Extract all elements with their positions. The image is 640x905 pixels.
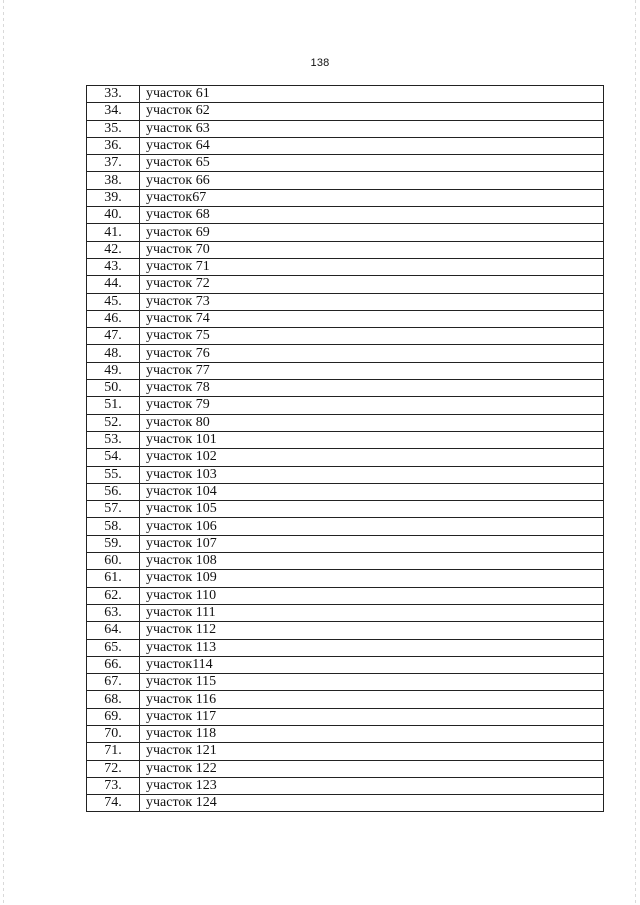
plot-name-cell: участок 105 <box>140 501 604 518</box>
plot-name-cell: участок 103 <box>140 466 604 483</box>
table-row <box>87 622 604 639</box>
plot-name-cell: участок 70 <box>140 241 604 258</box>
row-number-cell: 54. <box>87 449 140 466</box>
table-row <box>87 189 604 206</box>
table-row <box>87 120 604 137</box>
plot-name-cell: участок67 <box>140 189 604 206</box>
plot-name-cell: участок 104 <box>140 483 604 500</box>
table-row <box>87 328 604 345</box>
table-row <box>87 795 604 812</box>
plot-name-cell: участок 75 <box>140 328 604 345</box>
row-number-cell: 57. <box>87 501 140 518</box>
row-number-cell: 65. <box>87 639 140 656</box>
plot-name-cell: участок 113 <box>140 639 604 656</box>
row-number-cell: 60. <box>87 553 140 570</box>
row-number-cell: 48. <box>87 345 140 362</box>
plot-name-cell: участок 106 <box>140 518 604 535</box>
row-number-cell: 62. <box>87 587 140 604</box>
plot-name-cell: участок 65 <box>140 155 604 172</box>
row-number-cell: 71. <box>87 743 140 760</box>
row-number-cell: 49. <box>87 362 140 379</box>
row-number-cell: 64. <box>87 622 140 639</box>
plot-name-cell: участок 76 <box>140 345 604 362</box>
plot-name-cell: участок114 <box>140 656 604 673</box>
row-number-cell: 36. <box>87 137 140 154</box>
table-row <box>87 137 604 154</box>
table-row <box>87 501 604 518</box>
table-row <box>87 656 604 673</box>
table-row <box>87 207 604 224</box>
row-number-cell: 68. <box>87 691 140 708</box>
scan-edge-left <box>3 0 4 905</box>
plot-name-cell: участок 78 <box>140 380 604 397</box>
plot-name-cell: участок 74 <box>140 310 604 327</box>
row-number-cell: 67. <box>87 674 140 691</box>
plot-name-cell: участок 62 <box>140 103 604 120</box>
row-number-cell: 51. <box>87 397 140 414</box>
row-number-cell: 46. <box>87 310 140 327</box>
plot-name-cell: участок 77 <box>140 362 604 379</box>
plot-name-cell: участок 116 <box>140 691 604 708</box>
table-row <box>87 483 604 500</box>
row-number-cell: 59. <box>87 535 140 552</box>
row-number-cell: 35. <box>87 120 140 137</box>
table-row <box>87 380 604 397</box>
table-row <box>87 103 604 120</box>
row-number-cell: 58. <box>87 518 140 535</box>
row-number-cell: 47. <box>87 328 140 345</box>
table-row <box>87 258 604 275</box>
plot-name-cell: участок 108 <box>140 553 604 570</box>
table-row <box>87 708 604 725</box>
table-row <box>87 691 604 708</box>
plot-name-cell: участок 102 <box>140 449 604 466</box>
table-row <box>87 362 604 379</box>
plot-name-cell: участок 66 <box>140 172 604 189</box>
table-row <box>87 777 604 794</box>
row-number-cell: 50. <box>87 380 140 397</box>
table-row <box>87 518 604 535</box>
plot-name-cell: участок 68 <box>140 207 604 224</box>
table-row <box>87 725 604 742</box>
plot-name-cell: участок 63 <box>140 120 604 137</box>
table-row <box>87 639 604 656</box>
plot-name-cell: участок 107 <box>140 535 604 552</box>
table-row <box>87 604 604 621</box>
row-number-cell: 70. <box>87 725 140 742</box>
table-row <box>87 345 604 362</box>
plot-name-cell: участок 69 <box>140 224 604 241</box>
plot-name-cell: участок 121 <box>140 743 604 760</box>
plot-name-cell: участок 61 <box>140 86 604 103</box>
row-number-cell: 38. <box>87 172 140 189</box>
plot-name-cell: участок 73 <box>140 293 604 310</box>
row-number-cell: 61. <box>87 570 140 587</box>
scan-edge-right <box>635 0 636 905</box>
table-row <box>87 570 604 587</box>
plot-name-cell: участок 124 <box>140 795 604 812</box>
table-row <box>87 760 604 777</box>
plot-name-cell: участок 115 <box>140 674 604 691</box>
row-number-cell: 33. <box>87 86 140 103</box>
table-row <box>87 535 604 552</box>
table-row <box>87 293 604 310</box>
table-row <box>87 310 604 327</box>
plot-name-cell: участок 71 <box>140 258 604 275</box>
plot-name-cell: участок 123 <box>140 777 604 794</box>
table-row <box>87 224 604 241</box>
row-number-cell: 66. <box>87 656 140 673</box>
table-row <box>87 397 604 414</box>
row-number-cell: 56. <box>87 483 140 500</box>
plot-name-cell: участок 72 <box>140 276 604 293</box>
row-number-cell: 39. <box>87 189 140 206</box>
plot-name-cell: участок 118 <box>140 725 604 742</box>
plot-name-cell: участок 122 <box>140 760 604 777</box>
plot-name-cell: участок 101 <box>140 431 604 448</box>
row-number-cell: 34. <box>87 103 140 120</box>
plot-name-cell: участок 64 <box>140 137 604 154</box>
table-row <box>87 674 604 691</box>
row-number-cell: 72. <box>87 760 140 777</box>
row-number-cell: 63. <box>87 604 140 621</box>
plot-name-cell: участок 79 <box>140 397 604 414</box>
table-row <box>87 587 604 604</box>
table-row <box>87 86 604 103</box>
plot-name-cell: участок 109 <box>140 570 604 587</box>
table-row <box>87 414 604 431</box>
table-row <box>87 431 604 448</box>
plot-name-cell: участок 111 <box>140 604 604 621</box>
row-number-cell: 40. <box>87 207 140 224</box>
plot-name-cell: участок 110 <box>140 587 604 604</box>
row-number-cell: 52. <box>87 414 140 431</box>
row-number-cell: 53. <box>87 431 140 448</box>
table-row <box>87 553 604 570</box>
row-number-cell: 55. <box>87 466 140 483</box>
row-number-cell: 41. <box>87 224 140 241</box>
row-number-cell: 42. <box>87 241 140 258</box>
row-number-cell: 69. <box>87 708 140 725</box>
row-number-cell: 43. <box>87 258 140 275</box>
row-number-cell: 73. <box>87 777 140 794</box>
plot-name-cell: участок 112 <box>140 622 604 639</box>
table-row <box>87 276 604 293</box>
table-row <box>87 172 604 189</box>
table-row <box>87 449 604 466</box>
row-number-cell: 37. <box>87 155 140 172</box>
page-number: 138 <box>310 57 330 69</box>
table-row <box>87 155 604 172</box>
table-row <box>87 743 604 760</box>
table-row <box>87 466 604 483</box>
plots-table-body <box>87 86 604 812</box>
row-number-cell: 45. <box>87 293 140 310</box>
row-number-cell: 44. <box>87 276 140 293</box>
plot-name-cell: участок 117 <box>140 708 604 725</box>
row-number-cell: 74. <box>87 795 140 812</box>
plots-table <box>86 85 604 812</box>
plot-name-cell: участок 80 <box>140 414 604 431</box>
table-row <box>87 241 604 258</box>
